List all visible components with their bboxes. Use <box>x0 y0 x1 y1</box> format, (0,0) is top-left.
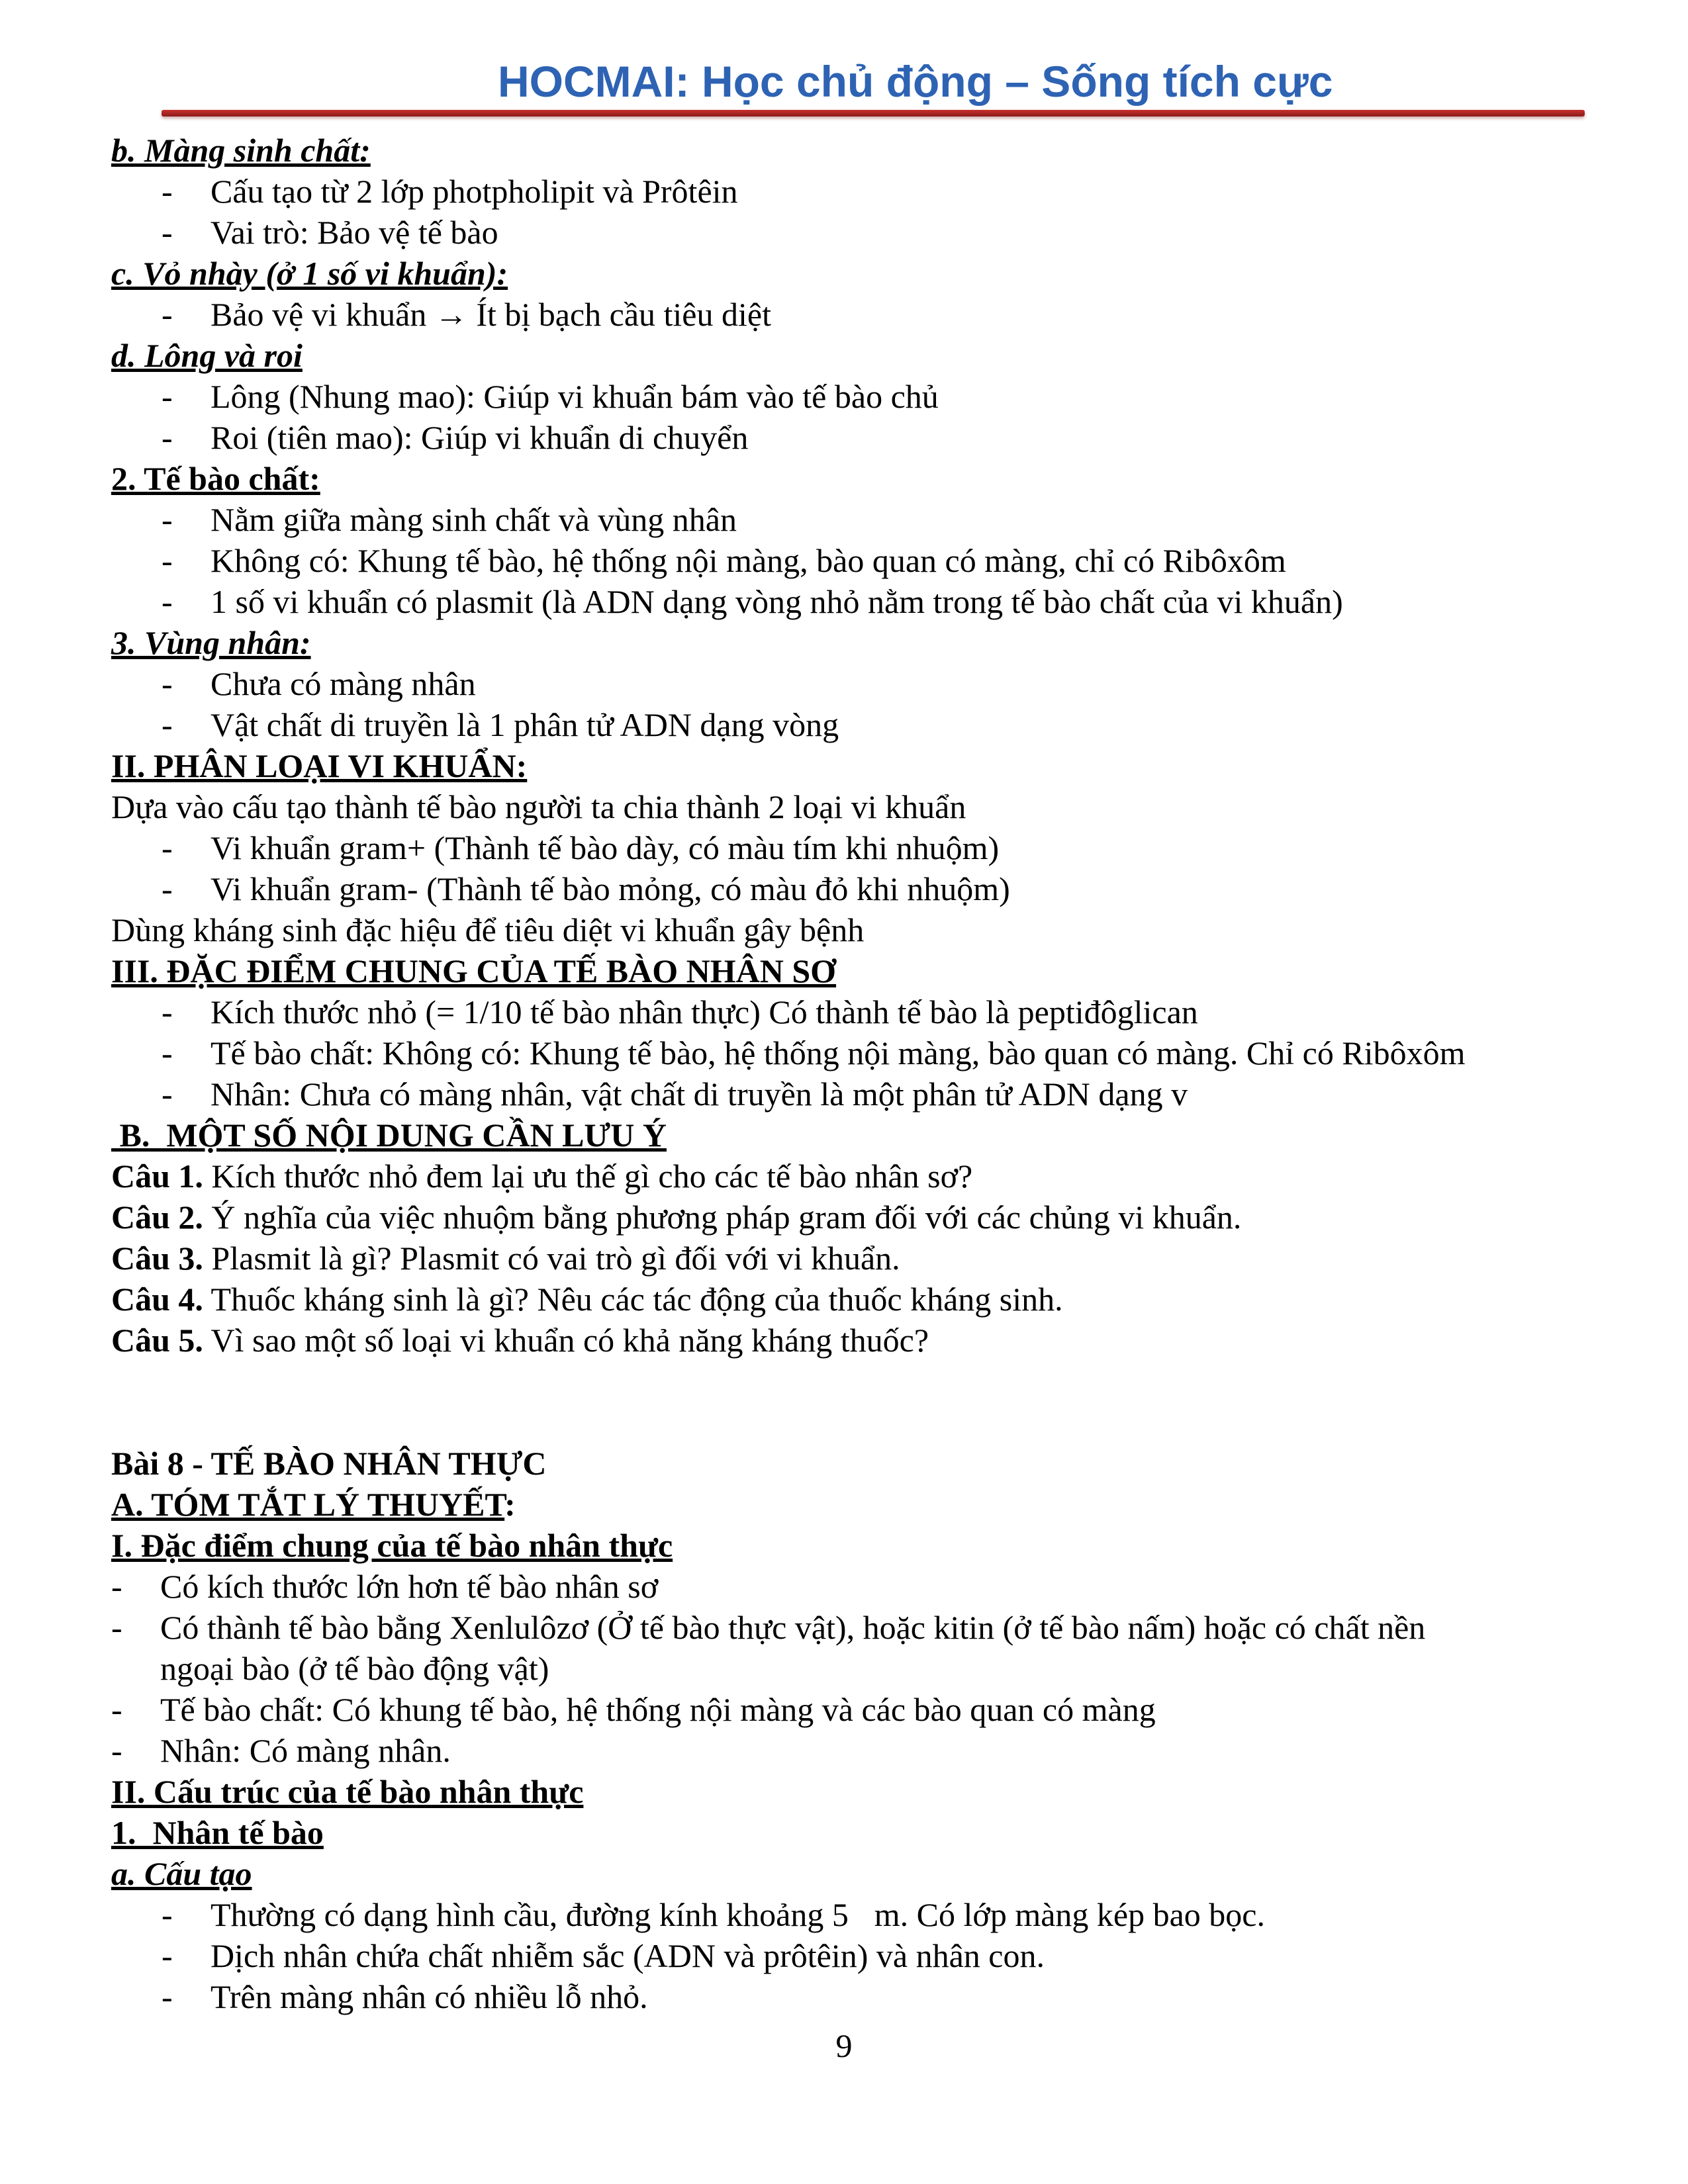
list-item: - Có thành tế bào bằng Xenlulôzơ (Ở tế bào thực vật), hoặc kitin (ở tế bào nấm) hoặc có chất nền <box>111 1607 1594 1648</box>
question-text: Ý nghĩa của việc nhuộm bằng phương pháp gram đối với các chủng vi khuẩn. <box>203 1199 1242 1236</box>
section-heading: c. Vỏ nhày (ở 1 số vi khuẩn): <box>111 255 508 292</box>
question-text: Thuốc kháng sinh là gì? Nêu các tác động của thuốc kháng sinh. <box>203 1281 1063 1318</box>
section-heading: a. Cấu tạo <box>111 1855 252 1892</box>
question-label: Câu 4. <box>111 1281 203 1318</box>
section-heading: b. Màng sinh chất: <box>111 132 371 169</box>
paragraph: Dùng kháng sinh đặc hiệu để tiêu diệt vi khuẩn gây bệnh <box>111 911 865 948</box>
list-item: - Nhân: Chưa có màng nhân, vật chất di truyền là một phân tử ADN dạng v <box>111 1073 1594 1115</box>
page-header-rule <box>162 110 1585 116</box>
question-label: Câu 2. <box>111 1199 203 1236</box>
list-item: - Nhân: Có màng nhân. <box>111 1730 1594 1771</box>
section-heading: II. PHÂN LOẠI VI KHUẨN: <box>111 747 528 784</box>
list-item: - 1 số vi khuẩn có plasmit (là ADN dạng vòng nhỏ nằm trong tế bào chất của vi khuẩn) <box>111 581 1594 622</box>
question-text: Plasmit là gì? Plasmit có vai trò gì đối với vi khuẩn. <box>203 1240 900 1277</box>
list-item: - Không có: Khung tế bào, hệ thống nội màng, bào quan có màng, chỉ có Ribôxôm <box>111 540 1594 581</box>
page-body <box>111 130 1594 2017</box>
list-item: - Kích thước nhỏ (= 1/10 tế bào nhân thực) Có thành tế bào là peptiđôglican <box>111 991 1594 1032</box>
section-heading: 2. Tế bào chất: <box>111 460 320 497</box>
list-item: - Bảo vệ vi khuẩn → Ít bị bạch cầu tiêu diệt <box>111 294 1594 335</box>
question-text: Vì sao một số loại vi khuẩn có khả năng kháng thuốc? <box>203 1322 929 1359</box>
page-number: 9 <box>835 2027 853 2064</box>
exercise-question <box>111 1197 1594 1238</box>
question-label: Câu 3. <box>111 1240 203 1277</box>
section-heading: d. Lông và roi <box>111 337 303 374</box>
list-item: - Nằm giữa màng sinh chất và vùng nhân <box>111 499 1594 540</box>
section-heading: 3. Vùng nhân: <box>111 624 311 661</box>
list-item: - Vi khuẩn gram- (Thành tế bào mỏng, có màu đỏ khi nhuộm) <box>111 868 1594 909</box>
section-heading: B. MỘT SỐ NỘI DUNG CẦN LƯU Ý <box>111 1116 667 1154</box>
list-item: - Vi khuẩn gram+ (Thành tế bào dày, có màu tím khi nhuộm) <box>111 827 1594 868</box>
list-item: - Trên màng nhân có nhiều lỗ nhỏ. <box>111 1976 1594 2017</box>
summary-colon: : <box>504 1486 516 1523</box>
list-item: - Tế bào chất: Không có: Khung tế bào, hệ thống nội màng, bào quan có màng. Chỉ có Ribôxôm <box>111 1032 1594 1073</box>
spacer <box>111 1361 1594 1443</box>
list-item: - Vai trò: Bảo vệ tế bào <box>111 212 1594 253</box>
list-item: - Lông (Nhung mao): Giúp vi khuẩn bám vào tế bào chủ <box>111 376 1594 417</box>
section-heading: II. Cấu trúc của tế bào nhân thực <box>111 1773 584 1810</box>
exercise-question <box>111 1156 1594 1197</box>
question-text: Kích thước nhỏ đem lại ưu thế gì cho các tế bào nhân sơ? <box>203 1158 973 1195</box>
list-item: - Cấu tạo từ 2 lớp photpholipit và Prôtêin <box>111 171 1594 212</box>
list-item-continuation: ngoại bào (ở tế bào động vật) <box>160 1650 549 1687</box>
list-item: - Chưa có màng nhân <box>111 663 1594 704</box>
section-heading: III. ĐẶC ĐIỂM CHUNG CỦA TẾ BÀO NHÂN SƠ <box>111 952 837 989</box>
exercise-question <box>111 1320 1594 1361</box>
section-heading: 1. Nhân tế bào <box>111 1814 324 1851</box>
list-item: - Roi (tiên mao): Giúp vi khuẩn di chuyển <box>111 417 1594 458</box>
section-heading: I. Đặc điểm chung của tế bào nhân thực <box>111 1527 673 1564</box>
list-item: - Dịch nhân chứa chất nhiễm sắc (ADN và prôtêin) và nhân con. <box>111 1935 1594 1976</box>
summary-heading <box>111 1484 1594 1525</box>
list-item: - Tế bào chất: Có khung tế bào, hệ thống nội màng và các bào quan có màng <box>111 1689 1594 1730</box>
list-item: - Có kích thước lớn hơn tế bào nhân sơ <box>111 1566 1594 1607</box>
question-label: Câu 1. <box>111 1158 203 1195</box>
lesson-title: Bài 8 - TẾ BÀO NHÂN THỰC <box>111 1445 547 1482</box>
question-label: Câu 5. <box>111 1322 203 1359</box>
exercise-question <box>111 1238 1594 1279</box>
exercise-question <box>111 1279 1594 1320</box>
paragraph: Dựa vào cấu tạo thành tế bào người ta chia thành 2 loại vi khuẩn <box>111 788 966 825</box>
page-header-title: HOCMAI: Học chủ động – Sống tích cực <box>498 57 1333 106</box>
summary-label: A. TÓM TẮT LÝ THUYẾT <box>111 1486 505 1523</box>
list-item: - Thường có dạng hình cầu, đường kính khoảng 5 m. Có lớp màng kép bao bọc. <box>111 1894 1594 1935</box>
list-item: - Vật chất di truyền là 1 phân tử ADN dạng vòng <box>111 704 1594 745</box>
